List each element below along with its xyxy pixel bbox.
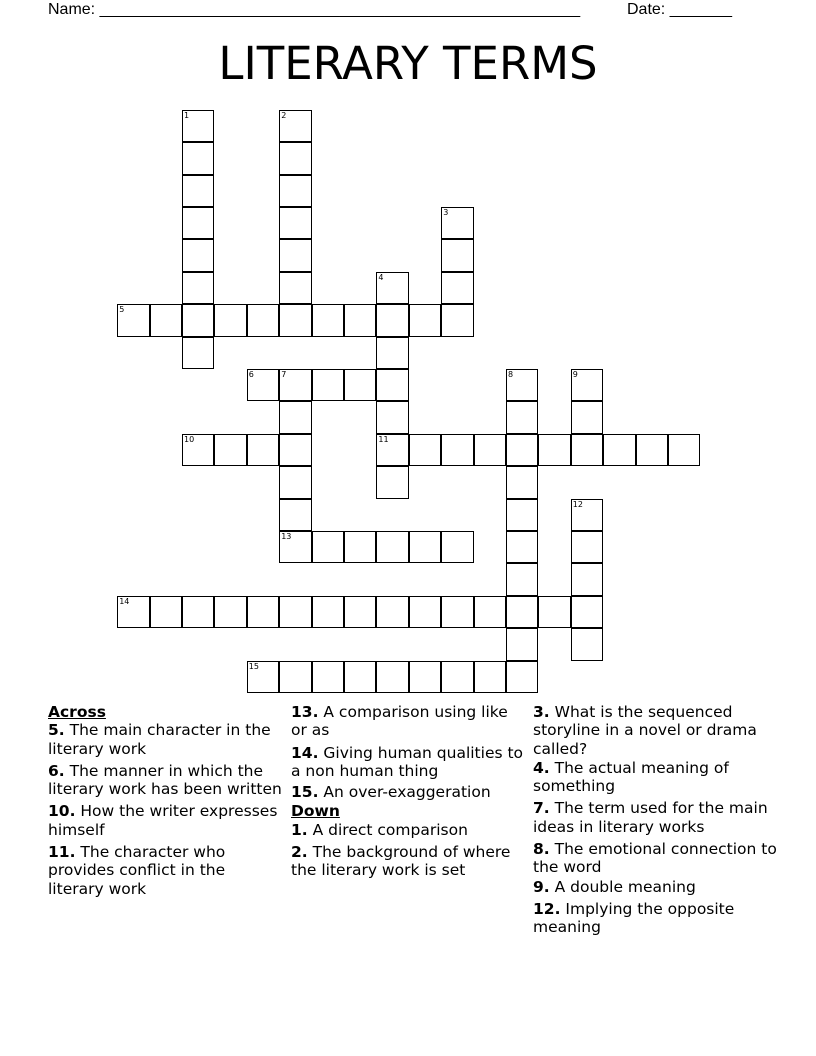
cell-number: 10: [184, 434, 195, 444]
grid-cell[interactable]: [474, 596, 506, 628]
grid-cell[interactable]: [214, 596, 246, 628]
grid-cell[interactable]: [376, 434, 408, 466]
name-field-label: Name: ______________________________________________________: [48, 1, 581, 18]
clue-text: A direct comparison: [312, 820, 468, 839]
grid-cell[interactable]: [538, 596, 570, 628]
grid-cell[interactable]: [279, 110, 311, 142]
clue-text: Implying the opposite meaning: [533, 899, 735, 937]
clue-text: A comparison using like or as: [291, 703, 508, 740]
clue-text: An over-exaggeration: [323, 783, 491, 802]
grid-cell[interactable]: [279, 369, 311, 401]
grid-cell[interactable]: [409, 596, 441, 628]
clue-across-15: [291, 783, 527, 801]
cell-number: 9: [572, 370, 578, 379]
grid-cell[interactable]: [344, 661, 376, 693]
grid-cell[interactable]: [376, 661, 408, 693]
grid-cell[interactable]: [506, 401, 538, 433]
clue-number: 15.: [291, 783, 319, 802]
across-heading: Across: [48, 703, 106, 721]
clue-text: What is the sequenced storyline in a novel or drama called?: [533, 703, 757, 758]
clue-number: 14.: [291, 743, 319, 762]
clue-down-8: [533, 840, 783, 877]
cell-number: 1: [184, 110, 190, 120]
clue-across-13: [291, 703, 527, 740]
grid-cell[interactable]: [279, 499, 311, 531]
cell-number: 4: [378, 272, 384, 282]
grid-cell[interactable]: [279, 434, 311, 466]
grid-cell[interactable]: [279, 401, 311, 433]
grid-cell[interactable]: [279, 596, 311, 628]
grid-cell[interactable]: [279, 142, 311, 174]
clue-number: 4.: [533, 758, 550, 777]
grid-cell[interactable]: [376, 337, 408, 369]
grid-cell[interactable]: [474, 434, 506, 466]
grid-cell[interactable]: [182, 434, 214, 466]
grid-cell[interactable]: [506, 369, 538, 401]
clue-text: The character who provides conflict in the literary work: [48, 843, 226, 898]
clues-column-2: [291, 703, 527, 884]
clue-across-5: [48, 721, 284, 758]
grid-cell[interactable]: [182, 239, 214, 271]
grid-cell[interactable]: [247, 434, 279, 466]
clue-number: 10.: [48, 802, 76, 821]
clue-text: Giving human qualities to a non human thing: [291, 743, 524, 780]
grid-cell[interactable]: [571, 369, 603, 401]
grid-cell[interactable]: [279, 207, 311, 239]
clue-number: 6.: [48, 761, 65, 780]
grid-cell[interactable]: [279, 466, 311, 498]
grid-cell[interactable]: [571, 499, 603, 531]
grid-cell[interactable]: [312, 661, 344, 693]
grid-cell[interactable]: [668, 434, 700, 466]
clue-number: 1.: [291, 820, 308, 839]
clue-number: 5.: [48, 721, 65, 740]
grid-cell[interactable]: [182, 337, 214, 369]
clue-across-10: [48, 802, 284, 839]
clue-across-14: [291, 744, 527, 781]
clue-text: The actual meaning of something: [533, 758, 729, 796]
grid-cell[interactable]: [441, 661, 473, 693]
clue-across-6: [48, 762, 284, 799]
clue-down-7: [533, 799, 783, 836]
clue-number: 12.: [533, 899, 561, 918]
clue-down-2: [291, 843, 527, 880]
grid-cell[interactable]: [441, 531, 473, 563]
grid-cell[interactable]: [571, 401, 603, 433]
grid-cell[interactable]: [150, 304, 182, 336]
cell-number: 2: [281, 110, 287, 120]
clue-number: 2.: [291, 843, 308, 862]
grid-cell[interactable]: [603, 434, 635, 466]
grid-cell[interactable]: [506, 661, 538, 693]
clue-down-1: [291, 821, 527, 839]
clues-column-3: [533, 703, 783, 941]
clues-column-1: [48, 703, 284, 902]
grid-cell[interactable]: [376, 466, 408, 498]
grid-cell[interactable]: [441, 239, 473, 271]
grid-cell[interactable]: [571, 434, 603, 466]
clue-number: 8.: [533, 840, 550, 859]
cell-number: 3: [443, 208, 449, 217]
grid-cell[interactable]: [571, 628, 603, 660]
clue-text: How the writer expresses himself: [48, 802, 278, 839]
grid-cell[interactable]: [247, 661, 279, 693]
date-field-label: Date: _______: [627, 1, 732, 18]
cell-number: 6: [248, 370, 254, 379]
grid-cell[interactable]: [506, 596, 538, 628]
clue-number: 7.: [533, 799, 550, 818]
grid-cell[interactable]: [312, 304, 344, 336]
grid-cell[interactable]: [506, 466, 538, 498]
grid-cell[interactable]: [441, 596, 473, 628]
grid-cell[interactable]: [571, 531, 603, 563]
grid-cell[interactable]: [441, 272, 473, 304]
grid-cell[interactable]: [506, 531, 538, 563]
grid-cell[interactable]: [538, 434, 570, 466]
cell-number: 5: [119, 305, 125, 315]
grid-cell[interactable]: [571, 596, 603, 628]
cell-number: 15: [248, 661, 259, 671]
clue-number: 11.: [48, 843, 76, 862]
clue-down-4: [533, 759, 783, 796]
grid-cell[interactable]: [279, 175, 311, 207]
grid-cell[interactable]: [214, 304, 246, 336]
grid-cell[interactable]: [571, 563, 603, 595]
clue-text: The main character in the literary work: [48, 721, 271, 758]
grid-cell[interactable]: [344, 304, 376, 336]
grid-cell[interactable]: [182, 304, 214, 336]
cell-number: 14: [119, 596, 130, 606]
clue-across-11: [48, 843, 284, 898]
clue-number: 13.: [291, 703, 319, 721]
grid-cell[interactable]: [409, 434, 441, 466]
clue-down-12: [533, 900, 783, 937]
grid-cell[interactable]: [312, 369, 344, 401]
grid-cell[interactable]: [247, 369, 279, 401]
clue-text: The emotional connection to the word: [533, 840, 777, 877]
page-title: LITERARY TERMS: [218, 37, 598, 90]
grid-cell[interactable]: [441, 304, 473, 336]
grid-cell[interactable]: [636, 434, 668, 466]
clue-text: A double meaning: [554, 877, 696, 896]
grid-cell[interactable]: [506, 563, 538, 595]
grid-cell[interactable]: [506, 434, 538, 466]
grid-cell[interactable]: [182, 207, 214, 239]
clue-text: The background of where the literary work is set: [291, 843, 511, 880]
grid-cell[interactable]: [376, 401, 408, 433]
grid-cell[interactable]: [182, 142, 214, 174]
grid-cell[interactable]: [214, 434, 246, 466]
down-heading: Down: [291, 802, 340, 821]
grid-cell[interactable]: [344, 531, 376, 563]
cell-number: 12: [572, 499, 583, 509]
grid-cell[interactable]: [279, 272, 311, 304]
cell-number: 13: [281, 532, 292, 541]
grid-cell[interactable]: [247, 304, 279, 336]
grid-cell[interactable]: [344, 369, 376, 401]
grid-cell[interactable]: [409, 661, 441, 693]
clue-number: 9.: [533, 877, 550, 896]
clue-down-9: [533, 878, 783, 896]
grid-cell[interactable]: [182, 175, 214, 207]
cell-number: 7: [281, 370, 287, 379]
grid-cell[interactable]: [182, 110, 214, 142]
grid-cell[interactable]: [182, 596, 214, 628]
cell-number: 8: [508, 370, 514, 379]
grid-cell[interactable]: [182, 272, 214, 304]
grid-cell[interactable]: [376, 531, 408, 563]
grid-cell[interactable]: [117, 596, 149, 628]
clue-text: The term used for the main ideas in literary works: [533, 799, 768, 836]
clue-down-3: [533, 703, 783, 758]
grid-cell[interactable]: [312, 531, 344, 563]
grid-cell[interactable]: [376, 369, 408, 401]
grid-cell[interactable]: [376, 272, 408, 304]
grid-cell[interactable]: [117, 304, 149, 336]
grid-cell[interactable]: [506, 628, 538, 660]
grid-cell[interactable]: [279, 239, 311, 271]
grid-cell[interactable]: [312, 596, 344, 628]
grid-cell[interactable]: [441, 207, 473, 239]
clue-text: The manner in which the literary work has been written: [48, 761, 282, 799]
clue-number: 3.: [533, 703, 550, 721]
grid-cell[interactable]: [409, 304, 441, 336]
grid-cell[interactable]: [506, 499, 538, 531]
grid-cell[interactable]: [279, 661, 311, 693]
grid-cell[interactable]: [441, 434, 473, 466]
grid-cell[interactable]: [150, 596, 182, 628]
grid-cell[interactable]: [474, 661, 506, 693]
grid-cell[interactable]: [344, 596, 376, 628]
grid-cell[interactable]: [247, 596, 279, 628]
grid-cell[interactable]: [376, 596, 408, 628]
cell-number: 11: [378, 434, 389, 444]
grid-cell[interactable]: [409, 531, 441, 563]
grid-cell[interactable]: [376, 304, 408, 336]
grid-cell[interactable]: [279, 531, 311, 563]
grid-cell[interactable]: [279, 304, 311, 336]
